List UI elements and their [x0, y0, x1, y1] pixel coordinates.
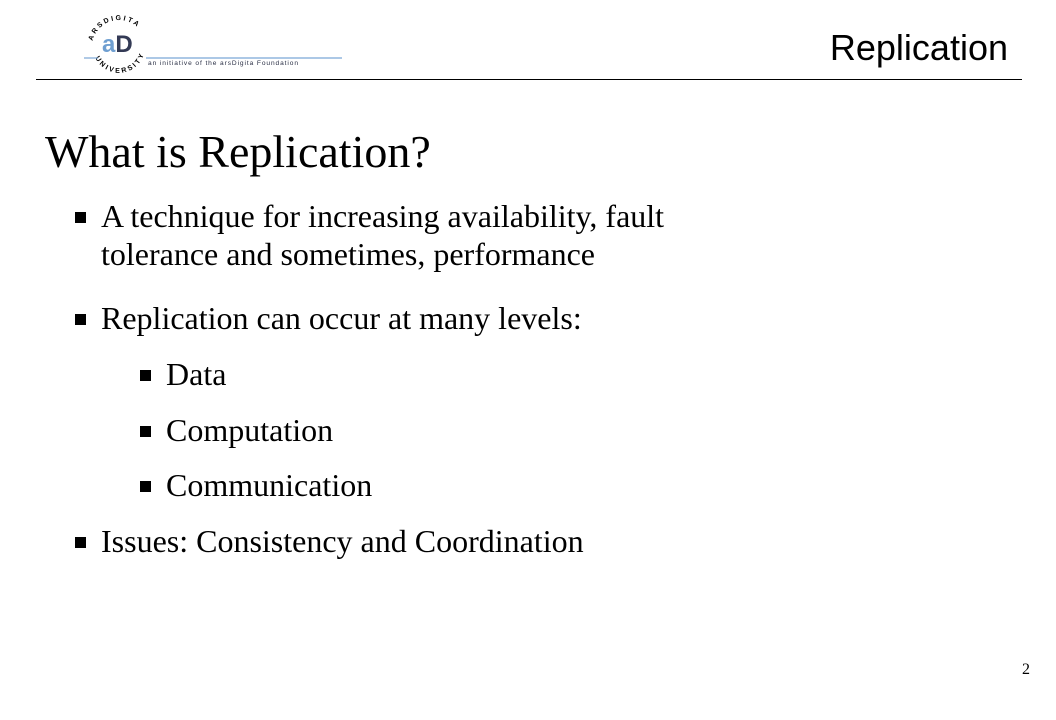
slide-title: What is Replication?: [45, 126, 431, 177]
bullet-line: A technique for increasing availability, fault: [101, 198, 665, 234]
bullet-square-icon: [140, 426, 151, 437]
logo-arc-bottom: UNIVERSITY: [93, 51, 147, 74]
logo-arc-top: ARSDIGITA: [87, 14, 142, 42]
sub-bullet-text: Computation: [166, 412, 334, 448]
sub-bullet-text: Data: [166, 356, 227, 392]
bullet-square-icon: [75, 212, 86, 223]
bullet-text: [101, 197, 664, 273]
bullet-square-icon: [75, 314, 86, 325]
sub-bullet-text: Communication: [166, 467, 373, 503]
bullet-square-icon: [75, 537, 86, 548]
bullet-text: Replication can occur at many levels:: [101, 300, 582, 336]
section-title: Replication: [829, 27, 1008, 68]
bullet-line: tolerance and sometimes, performance: [101, 236, 595, 272]
logo-mark: aD: [102, 31, 133, 58]
page-number: 2: [1022, 661, 1030, 678]
bullet-text: Issues: Consistency and Coordination: [101, 523, 584, 559]
bullet-square-icon: [140, 370, 151, 381]
bullet-square-icon: [140, 481, 151, 492]
logo-tagline: an initiative of the arsDigita Foundation: [148, 60, 299, 67]
